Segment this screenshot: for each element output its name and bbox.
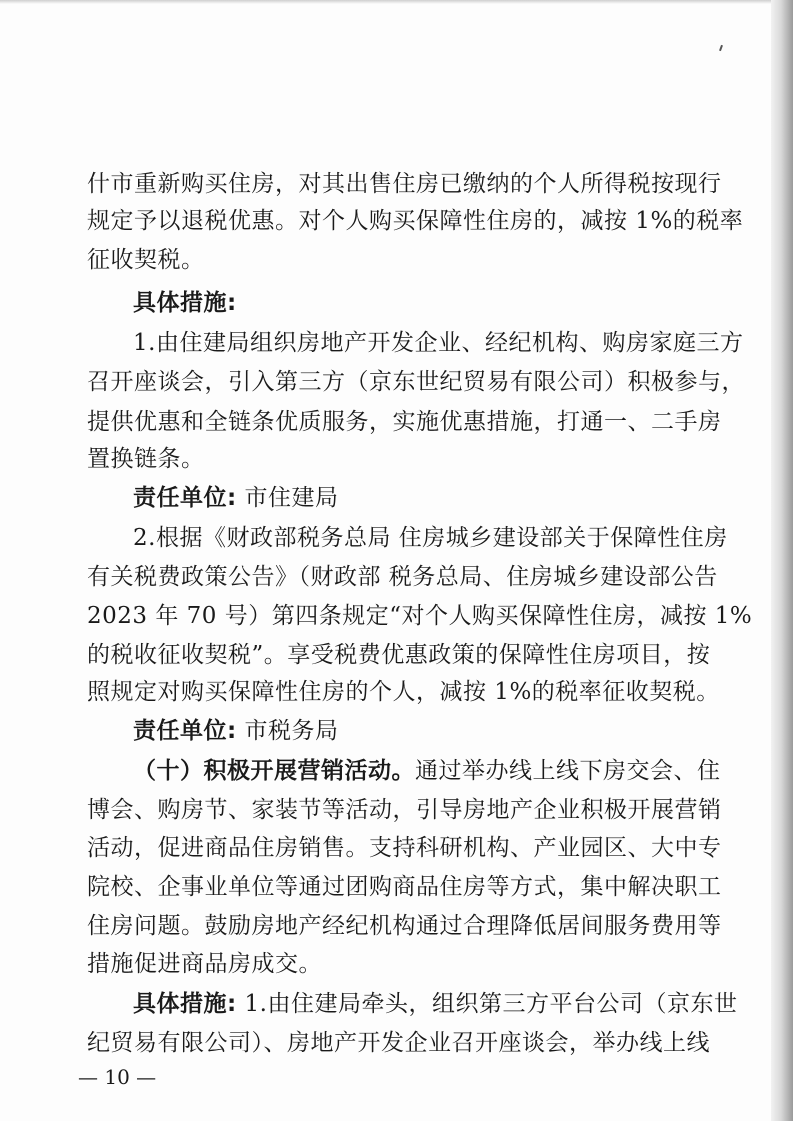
scan-speck bbox=[719, 45, 723, 51]
bold-heading: 具体措施: bbox=[133, 290, 237, 316]
text-line bbox=[87, 945, 691, 983]
text-line bbox=[87, 636, 711, 674]
text-line bbox=[87, 558, 718, 596]
line-text: 什市重新购买住房，对其出售住房已缴纳的个人所得税按现行 bbox=[87, 171, 722, 197]
line-text: 的税收征收契税”。享受税费优惠政策的保障性住房项目，按 bbox=[87, 642, 711, 668]
text-line bbox=[87, 403, 722, 441]
text-line bbox=[133, 712, 691, 750]
text-line bbox=[87, 673, 720, 711]
text-line bbox=[87, 1024, 710, 1062]
line-text: 2023 年 70 号）第四条规定“对个人购买保障性住房，减按 1% bbox=[87, 603, 753, 629]
text-line bbox=[133, 479, 691, 517]
bold-heading: 责任单位: bbox=[133, 718, 237, 744]
line-text: 活动，促进商品住房销售。支持科研机构、产业园区、大中专 bbox=[87, 835, 722, 861]
text-line bbox=[133, 519, 728, 557]
bold-heading: （十）积极开展营销活动。 bbox=[133, 758, 415, 784]
line-text: 纪贸易有限公司）、房地产开发企业召开座谈会，举办线上线 bbox=[87, 1030, 710, 1056]
line-text: 博会、购房节、家装节等活动，引导房地产企业积极开展营销 bbox=[87, 797, 722, 823]
bold-heading: 责任单位: bbox=[133, 485, 237, 511]
text-line bbox=[87, 202, 744, 240]
line-text: 措施促进商品房成交。 bbox=[87, 951, 322, 977]
text-line bbox=[133, 284, 691, 322]
line-text: 1.由住建局组织房地产开发企业、经纪机构、购房家庭三方 bbox=[133, 330, 744, 356]
line-text: 征收契税。 bbox=[87, 247, 205, 273]
text-line bbox=[87, 597, 753, 635]
line-text: 召开座谈会，引入第三方（京东世纪贸易有限公司）积极参与， bbox=[87, 369, 745, 395]
text-line bbox=[87, 829, 722, 867]
line-text: 院校、企事业单位等通过团购商品住房等方式，集中解决职工 bbox=[87, 874, 722, 900]
scan-top-edge bbox=[0, 0, 793, 4]
line-text: 通过举办线上线下房交会、住 bbox=[415, 758, 721, 784]
bold-heading: 具体措施: bbox=[133, 991, 237, 1017]
text-line bbox=[87, 241, 691, 279]
line-text: 有关税费政策公告》（财政部 税务总局、住房城乡建设部公告 bbox=[87, 564, 718, 590]
text-line bbox=[87, 440, 691, 478]
text-line bbox=[87, 907, 722, 945]
text-line bbox=[133, 985, 738, 1023]
line-text: 市税务局 bbox=[236, 718, 339, 744]
line-text: 2.根据《财政部税务总局 住房城乡建设部关于保障性住房 bbox=[133, 525, 728, 551]
text-line bbox=[133, 752, 721, 790]
line-text: 市住建局 bbox=[236, 485, 339, 511]
page-number: — 10 — bbox=[78, 1065, 157, 1089]
text-line bbox=[87, 868, 722, 906]
line-text: 提供优惠和全链条优质服务，实施优惠措施，打通一、二手房 bbox=[87, 409, 722, 435]
scan-right-edge bbox=[771, 0, 793, 1121]
line-text: 1.由住建局牵头，组织第三方平台公司（京东世 bbox=[236, 991, 738, 1017]
text-line bbox=[87, 363, 745, 401]
text-line bbox=[87, 791, 722, 829]
text-line bbox=[133, 324, 744, 362]
line-text: 置换链条。 bbox=[87, 446, 205, 472]
line-text: 规定予以退税优惠。对个人购买保障性住房的，减按 1%的税率 bbox=[87, 208, 744, 234]
text-line bbox=[87, 165, 722, 203]
line-text: 照规定对购买保障性住房的个人，减按 1%的税率征收契税。 bbox=[87, 679, 720, 705]
line-text: 住房问题。鼓励房地产经纪机构通过合理降低居间服务费用等 bbox=[87, 913, 722, 939]
